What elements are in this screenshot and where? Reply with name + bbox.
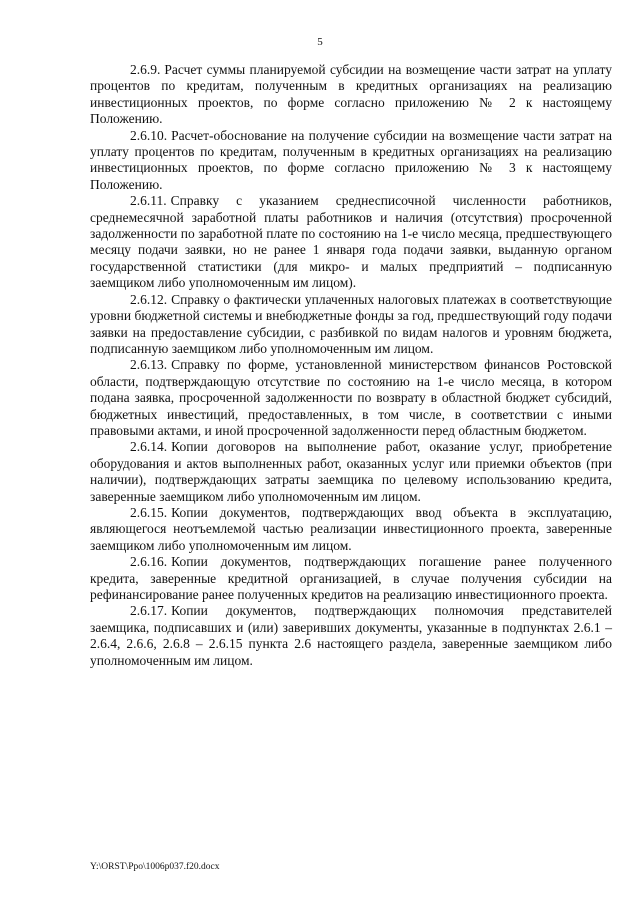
paragraph-number: 2.6.17.: [130, 603, 168, 619]
paragraph-number: 2.6.10.: [130, 127, 168, 143]
paragraph-number: 2.6.12.: [130, 291, 168, 307]
paragraph-number: 2.6.11.: [130, 193, 167, 209]
document-body: [90, 62, 612, 669]
paragraph-2-6-15: [90, 505, 612, 554]
footer-file-path: Y:\ORST\Ppo\1006p037.f20.docx: [90, 862, 220, 872]
paragraph-number: 2.6.9.: [130, 62, 161, 77]
paragraph-number: 2.6.16.: [130, 554, 168, 570]
paragraph-text: Расчет суммы планируемой субсидии на возмещение части затрат на уплату процентов по кредитам, полученным в кредитных организациях на реализацию инвестиционных проектов, по форме согласно приложению № 2 к настоящему Положению.: [90, 62, 612, 127]
paragraph-text: Расчет-обоснование на получение субсидии на возмещение части затрат на уплату процентов по кредитам, полученным в кредитных организациях на реализацию инвестиционных проектов, по форме согласно приложению № 3 к настоящему Положению.: [90, 127, 612, 192]
page-number: 5: [317, 36, 323, 48]
paragraph-text: Копии документов, подтверждающих погашение ранее полученного кредита, заверенные кредитной организацией, в случае получения субсидии на рефинансирование ранее полученных кредитов на реализацию инвестиционного проекта.: [90, 554, 612, 602]
paragraph-text: Справку о фактически уплаченных налоговых платежах в соответствующие уровни бюджетной системы и внебюджетные фонды за год, предшествующий году подачи заявки на предоставление субсидии, с разбивкой по видам налогов и уровням бюджета, подписанную заемщиком либо уполномоченным им лицом.: [90, 291, 612, 356]
paragraph-text: Копии договоров на выполнение работ, оказание услуг, приобретение оборудования и актов выполненных работ, оказанных услуг или приемки объектов (при наличии), подтверждающих затраты заемщика по целевому использованию кредита, заверенные заемщиком либо уполномоченным им лицом.: [90, 439, 612, 504]
paragraph-2-6-13: [90, 357, 612, 439]
paragraph-text: Справку с указанием среднесписочной численности работников, среднемесячной заработной платы работников и наличия (отсутствия) просроченной задолженности по заработной плате по состоянию на 1-е число месяца, предшествующего месяцу подачи заявки, но не ранее 1 января года подачи заявки, выданную органом государственной статистики (для микро- и малых предприятий – подписанную заемщиком либо уполномоченным им лицом).: [90, 193, 612, 291]
paragraph-text: Копии документов, подтверждающих полномочия представителей заемщика, подписавших и (или) заверивших документы, указанные в подпунктах 2.6.1 – 2.6.4, 2.6.6, 2.6.8 – 2.6.15 пункта 2.6 настоящего раздела, заверенные заемщиком либо уполномоченным им лицом.: [90, 603, 612, 668]
paragraph-2-6-12: [90, 292, 612, 358]
paragraph-2-6-11: [90, 193, 612, 291]
paragraph-number: 2.6.13.: [130, 357, 168, 373]
paragraph-number: 2.6.14.: [130, 439, 168, 455]
paragraph-2-6-9: [90, 62, 612, 128]
paragraph-2-6-16: [90, 554, 612, 603]
paragraph-2-6-14: [90, 439, 612, 505]
paragraph-2-6-10: [90, 128, 612, 194]
paragraph-number: 2.6.15.: [130, 504, 168, 520]
paragraph-2-6-17: [90, 603, 612, 669]
paragraph-text: Справку по форме, установленной министерством финансов Ростовской области, подтверждающую отсутствие по состоянию на 1-е число месяца, в котором подана заявка, просроченной задолженности по возврату в областной бюджет субсидий, бюджетных инвестиций, предоставленных, в том числе, в соответствии с иными правовыми актами, и иной просроченной задолженности перед областным бюджетом.: [90, 357, 612, 438]
paragraph-text: Копии документов, подтверждающих ввод объекта в эксплуатацию, являющегося неотъемлемой частью реализации инвестиционного проекта, заверенные заемщиком либо уполномоченным им лицом.: [90, 504, 612, 553]
